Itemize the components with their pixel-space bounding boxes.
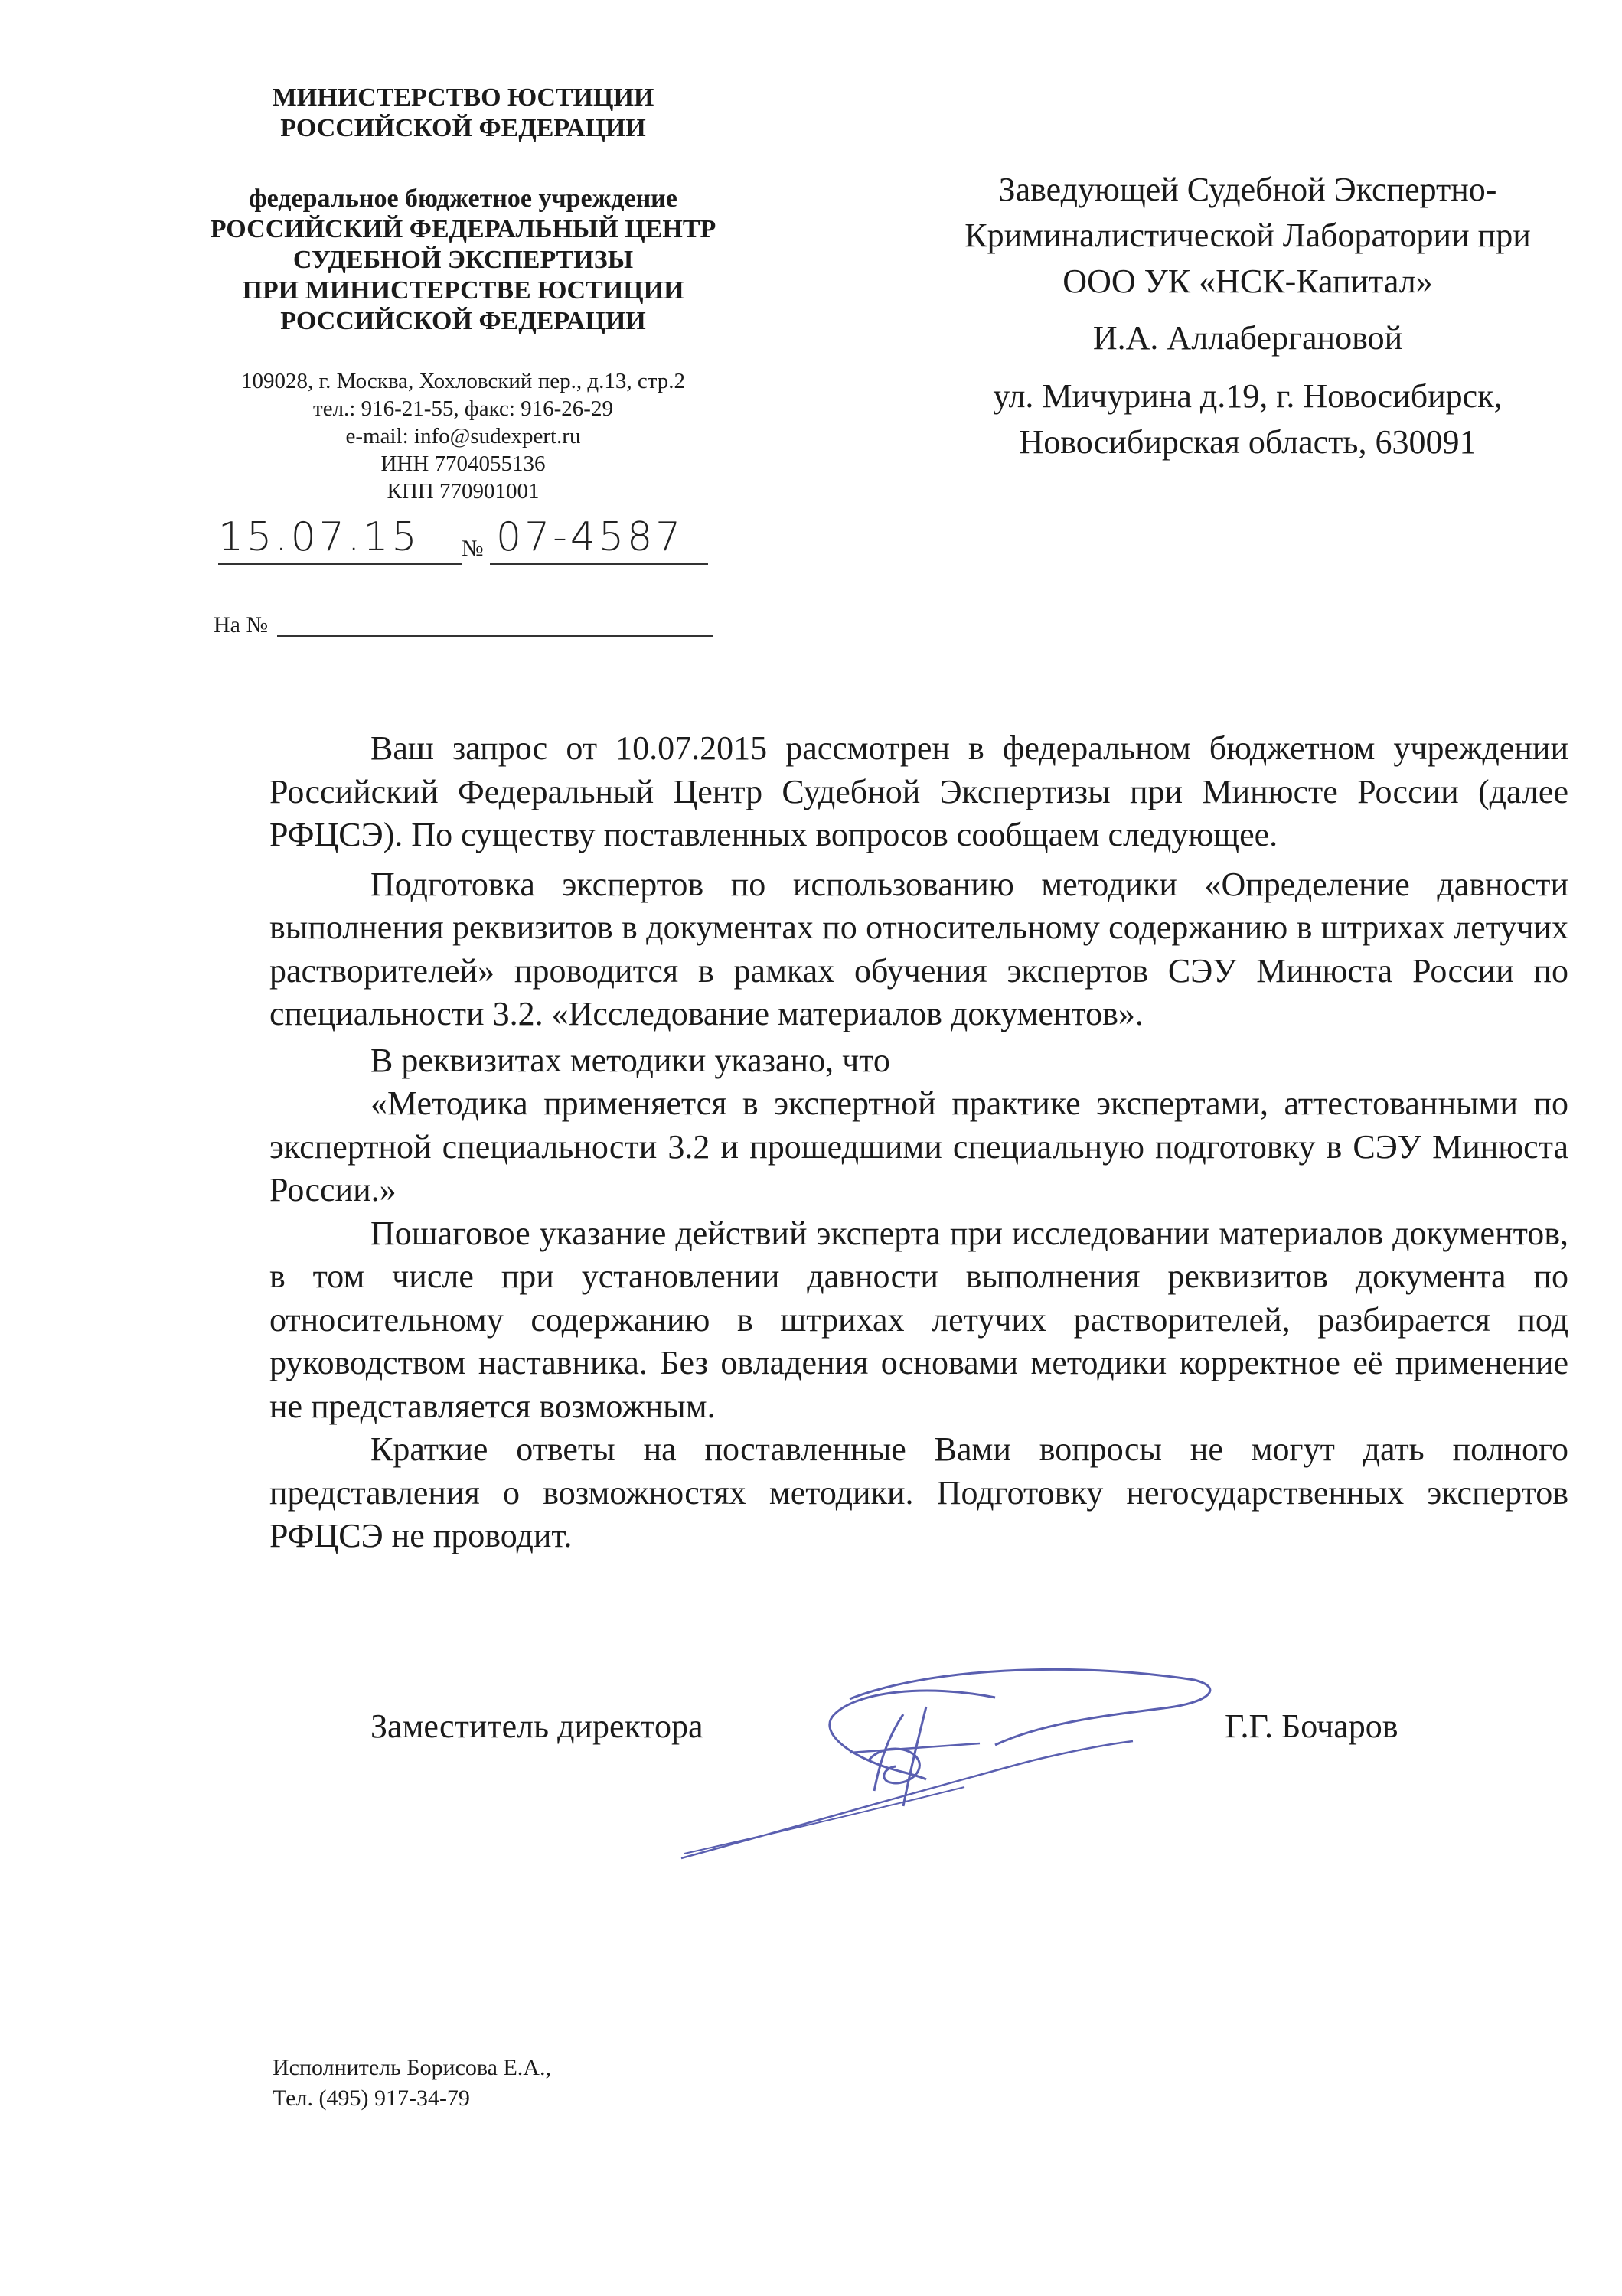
recipient-block [915, 167, 1581, 465]
recipient-address-1: ул. Мичурина д.19, г. Новосибирск, [993, 377, 1503, 415]
body-quote: «Методика применяется в экспертной практике экспертами, аттестованными по экспертной специальности 3.2 и прошедшими специальную подготовку в СЭУ Минюста России.» [269, 1084, 1568, 1208]
recipient-line-1: Заведующей Судебной Экспертно- [998, 171, 1497, 208]
body-paragraph: Подготовка экспертов по использованию методики «Определение давности выполнения реквизитов в документах по относительному содержанию в штрихах летучих растворителей» проводится в рамках обучения экспертов СЭУ Минюста России по специальности 3.2. «Исследование материалов документов». [269, 865, 1568, 1032]
institution-name-3: ПРИ МИНИСТЕРСТВЕ ЮСТИЦИИ [242, 276, 684, 305]
institution-name-2: СУДЕБНОЙ ЭКСПЕРТИЗЫ [292, 246, 634, 274]
reply-to-underline [277, 635, 713, 637]
ministry-line-2: РОССИЙСКОЙ ФЕДЕРАЦИИ [280, 114, 646, 142]
institution-contacts [176, 367, 750, 505]
institution-name-4: РОССИЙСКОЙ ФЕДЕРАЦИИ [280, 307, 646, 335]
institution-address: 109028, г. Москва, Хохловский пер., д.13, стр.2 [241, 369, 685, 393]
number-underline [490, 563, 708, 565]
recipient-address-2: Новосибирская область, 630091 [1019, 423, 1477, 461]
body-paragraph: Пошаговое указание действий эксперта при исследовании материалов документов, в том числе при установлении давности выполнения реквизитов документа по относительному содержанию в штрихах летучих растворителей, разбирается под руководством наставника. Без овладения основами методики корректное её применение не представляется возможным. [269, 1214, 1568, 1425]
executor-block [273, 2053, 551, 2114]
institution-header [176, 184, 750, 337]
recipient-line-2: Криминалистической Лаборатории при [964, 217, 1531, 254]
handwritten-signature [674, 1653, 1255, 1883]
body-paragraph: Ваш запрос от 10.07.2015 рассмотрен в федеральном бюджетном учреждении Российский Федеральный Центр Судебной Экспертизы при Минюсте России (далее РФЦСЭ). По существу поставленных вопросов сообщаем следующее. [269, 729, 1568, 853]
institution-kpp: КПП 770901001 [387, 479, 540, 504]
letter-body [269, 727, 1568, 1558]
signatory-name: Г.Г. Бочаров [1225, 1707, 1398, 1745]
institution-email: e-mail: info@sudexpert.ru [345, 424, 581, 448]
executor-phone: Тел. (495) 917-34-79 [273, 2086, 470, 2111]
recipient-line-3: ООО УК «НСК-Капитал» [1062, 263, 1433, 300]
registration-date: 15.07.15 [218, 514, 420, 560]
number-sign: № [462, 536, 484, 561]
ministry-line-1: МИНИСТЕРСТВО ЮСТИЦИИ [272, 83, 654, 112]
ministry-header [176, 83, 750, 144]
body-paragraph: Краткие ответы на поставленные Вами вопросы не могут дать полного представления о возможностях методики. Подготовку негосударственных экспертов РФЦСЭ не проводит. [269, 1430, 1568, 1554]
institution-name-1: РОССИЙСКИЙ ФЕДЕРАЛЬНЫЙ ЦЕНТР [210, 215, 716, 243]
date-underline [218, 563, 462, 565]
institution-phone: тел.: 916-21-55, факс: 916-26-29 [313, 396, 613, 421]
recipient-name: И.А. Аллабергановой [1092, 319, 1403, 357]
reply-to-label: На № [214, 612, 269, 638]
institution-type: федеральное бюджетное учреждение [249, 184, 677, 213]
executor-name: Исполнитель Борисова Е.А., [273, 2055, 551, 2080]
registration-number: 07-4587 [496, 514, 684, 560]
body-paragraph: В реквизитах методики указано, что [370, 1041, 890, 1079]
institution-inn: ИНН 7704055136 [380, 452, 546, 476]
signatory-position: Заместитель директора [370, 1707, 703, 1745]
